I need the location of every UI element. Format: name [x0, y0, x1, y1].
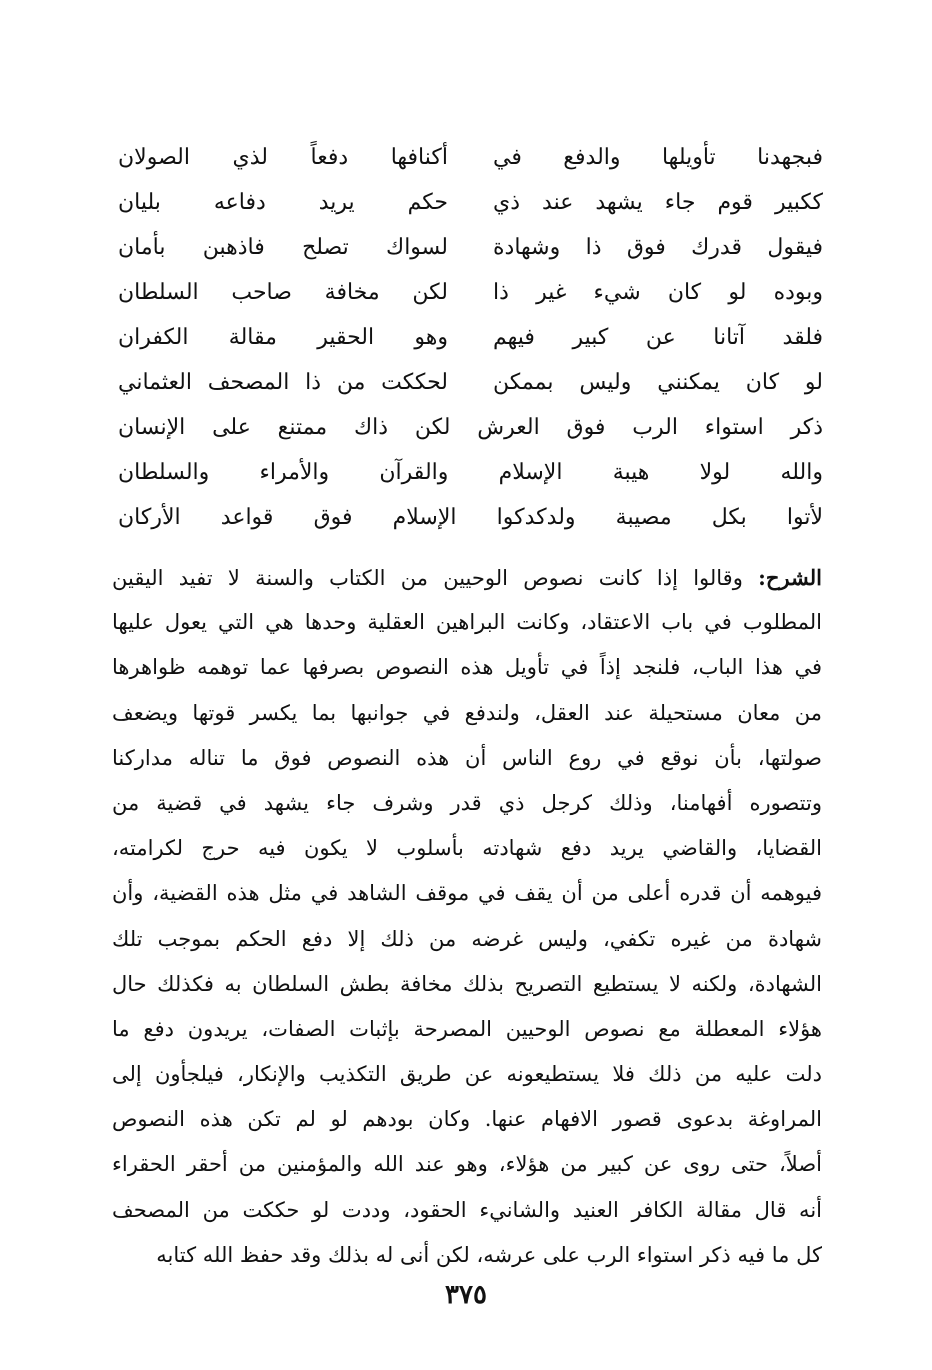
commentary-line: كل ما فيه ذكر استواء الرب على عرشه، لكن أنى له بذلك وقد حفظ الله كتابه — [156, 1242, 822, 1267]
couplet — [118, 225, 823, 270]
verse-line: والله لولا هيبة الإسلام والقرآن والأمراء والسلطان — [118, 460, 823, 485]
poem-couplets — [118, 135, 823, 405]
verse-line: ذكر استواء الرب فوق العرش لكن ذاك ممتنع على الإنسان — [118, 415, 823, 440]
commentary-line: المطلوب في باب الاعتقاد، وكانت البراهين العقلية وحدها هي التي يعول عليها — [112, 610, 822, 635]
commentary-label: الشرح: — [758, 565, 822, 590]
commentary-line: أصلاً، حتى روى عن كبير من هؤلاء، وهو عند الله والمؤمنين من أحقر الحقراء — [112, 1152, 822, 1177]
second-hemistich: حكم يريد دفاعه بليان — [118, 190, 448, 215]
couplet — [118, 360, 823, 405]
poem-full-lines — [118, 405, 823, 540]
couplet — [118, 270, 823, 315]
commentary-line: أنه قال مقالة الكافر العنيد والشانيء الحقود، وددت لو حككت من المصحف — [112, 1197, 822, 1222]
first-hemistich: ككبير قوم جاء يشهد عند ذي — [493, 190, 823, 215]
first-hemistich: فيقول قدرك فوق ذا وشهادة — [493, 235, 823, 260]
commentary-line: في هذا الباب، فلنجد إذاً في تأويل هذه النصوص بصرفها عما توهمه ظواهرها — [112, 655, 822, 680]
second-hemistich: لكن مخافة صاحب السلطان — [118, 280, 448, 305]
second-hemistich: لسواك تصلح فاذهبن بأمان — [118, 235, 448, 260]
commentary-line: شهادة من غيره تكفي، وليس غرضه من ذلك إلا دفع الحكم بموجب تلك — [112, 926, 822, 951]
couplet — [118, 315, 823, 360]
first-hemistich: فلقد آتانا عن كبير فيهم — [493, 325, 823, 350]
commentary-line: فيوهمه أن قدره أعلى من أن يقف في موقف الشاهد في مثل هذه القضية، وأن — [112, 881, 822, 906]
first-hemistich: لو كان يمكنني وليس بممكن — [493, 370, 823, 395]
commentary-line: الشهادة، ولكنه لا يستطيع التصريح بذلك مخافة بطش السلطان به فكذلك حال — [112, 971, 822, 996]
first-hemistich: وبوده لو كان شيء غير ذا — [493, 280, 823, 305]
second-hemistich: أكنافها دفعاً لذي الصولان — [118, 145, 448, 170]
first-hemistich: فبجهدنا تأويلها والدفع في — [493, 145, 823, 170]
commentary-text: وقالوا إذا كانت نصوص الوحيين من الكتاب والسنة لا تفيد اليقين — [112, 566, 759, 590]
couplet — [118, 180, 823, 225]
commentary-line: من معان مستحيلة عند العقل، ولندفع في جوانبها بما يكسر قوتها ويضعف — [112, 700, 822, 725]
commentary-line — [112, 555, 822, 600]
commentary-line: هؤلاء المعطلة مع نصوص الوحيين المصرحة بإثبات الصفات، يريدون دفع ما — [112, 1016, 822, 1041]
commentary-line: المراوغة بدعوى قصور الافهام عنها. وكان بودهم لو لم تكن هذه النصوص — [112, 1107, 822, 1132]
verse-line: لأتوا بكل مصيبة ولدكدكوا الإسلام فوق قواعد الأركان — [118, 505, 823, 530]
second-hemistich: لحككت من ذا المصحف العثماني — [118, 370, 448, 395]
commentary-line: وتتصوره أفهامنا، وذلك كرجل ذي قدر وشرف جاء يشهد في قضية من — [112, 790, 822, 815]
commentary-line: دلت عليه من ذلك فلا يستطيعونه عن طريق التكذيب والإنكار، فيلجأون إلى — [112, 1062, 822, 1087]
page-number: ٣٧٥ — [445, 1280, 487, 1310]
couplet — [118, 135, 823, 180]
commentary-paragraph — [112, 555, 822, 1278]
commentary-line: صولتها، بأن نوقع في روع الناس أن هذه النصوص فوق ما تناله مداركنا — [112, 745, 822, 770]
second-hemistich: وهو الحقير مقالة الكفران — [118, 325, 448, 350]
commentary-line: القضايا، والقاضي يريد دفع شهادته بأسلوب لا يكون فيه حرج لكرامته، — [112, 836, 822, 861]
